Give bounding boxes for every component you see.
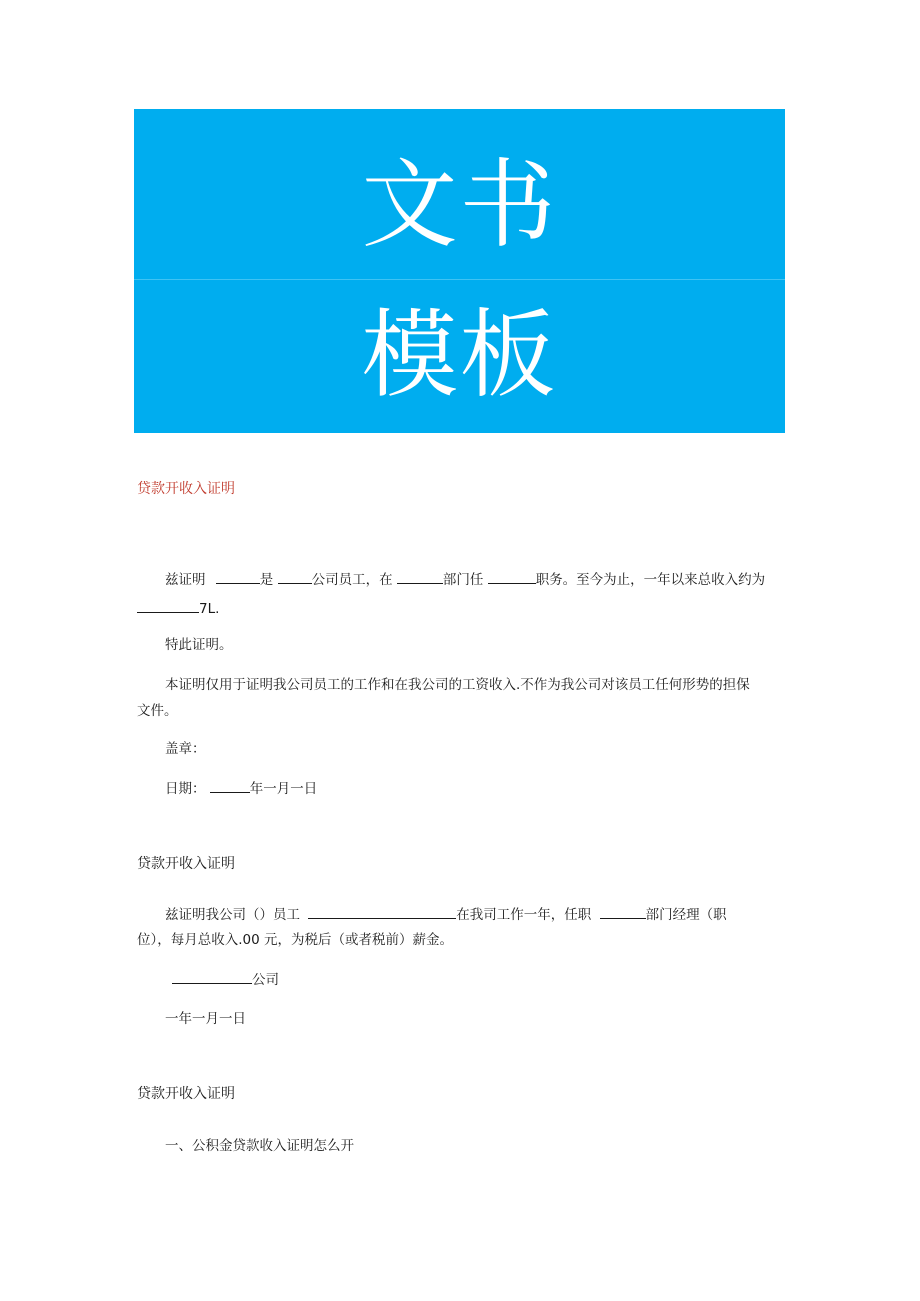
section1-seal-label: 盖章： <box>165 741 206 757</box>
text-fragment: 公司 <box>252 972 279 988</box>
section2-date-line: 一年一月一日 <box>165 1011 246 1027</box>
section1-paragraph3-line2: 文件。 <box>137 703 178 719</box>
fill-blank <box>216 571 260 584</box>
text-fragment: 部门经理（职 <box>645 907 727 923</box>
banner-divider <box>134 279 785 280</box>
text-fragment: 兹证明 <box>165 572 206 588</box>
section2-title: 贷款开收入证明 <box>137 856 235 872</box>
section2-company-line <box>172 971 279 988</box>
text-fragment: 公司员工，在 <box>311 572 393 588</box>
text-fragment: 兹证明我公司（）员工 <box>165 907 300 923</box>
fill-blank <box>488 571 536 584</box>
title-banner <box>134 109 785 433</box>
section3-item1: 一、公积金贷款收入证明怎么开 <box>165 1138 354 1154</box>
fill-blank <box>600 906 646 919</box>
banner-title-line-2: 模板 <box>361 299 558 411</box>
text-fragment: 7L. <box>199 601 220 617</box>
fill-blank <box>210 780 250 793</box>
text-fragment: 日期： <box>165 781 206 797</box>
section1-paragraph3-line1: 本证明仅用于证明我公司员工的工作和在我公司的工资收入.不作为我公司对该员工任何形势的担保 <box>165 677 750 693</box>
section3-title: 贷款开收入证明 <box>137 1086 235 1102</box>
section1-paragraph2: 特此证明。 <box>165 637 233 653</box>
section1-paragraph1-line1 <box>165 571 765 588</box>
text-fragment: 是 <box>259 572 274 588</box>
fill-blank <box>397 571 443 584</box>
text-fragment: 年一月一日 <box>249 781 318 797</box>
text-fragment: 职务。至今为止，一年以来总收入约为 <box>535 572 766 588</box>
text-fragment: 部门任 <box>442 572 484 588</box>
section1-date-line <box>165 780 317 797</box>
fill-blank <box>137 600 199 613</box>
section1-paragraph1-line2 <box>137 600 219 617</box>
section2-paragraph1-line2: 位），每月总收入.00 元，为税后（或者税前）薪金。 <box>137 932 454 948</box>
section2-paragraph1-line1 <box>165 906 727 923</box>
banner-title-line-1: 文书 <box>361 149 558 261</box>
section1-title: 贷款开收入证明 <box>137 481 235 497</box>
fill-blank <box>278 571 312 584</box>
text-fragment: 在我司工作一年，任职 <box>456 907 592 923</box>
fill-blank <box>172 971 252 984</box>
fill-blank <box>308 906 456 919</box>
